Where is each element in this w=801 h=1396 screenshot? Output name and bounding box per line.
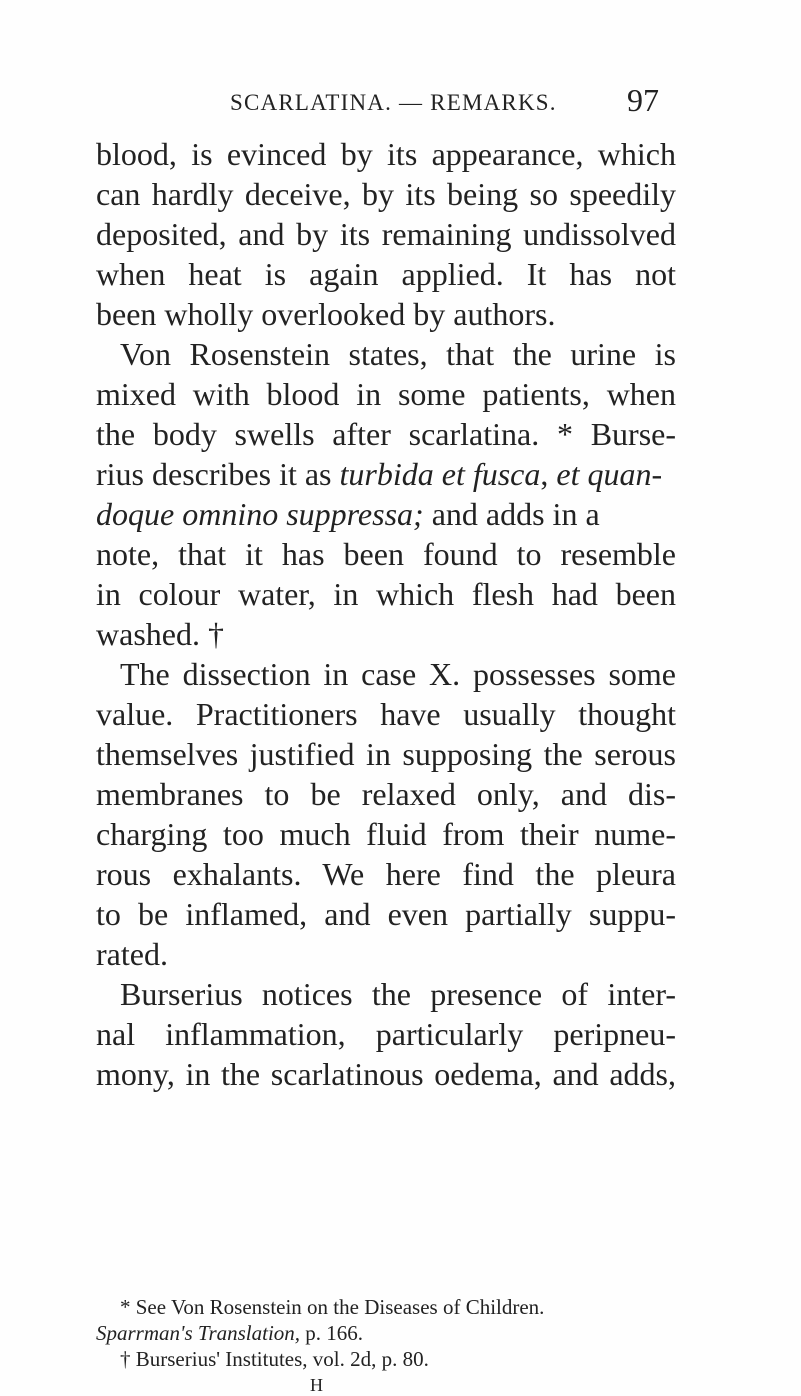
latin-phrase: et quan- bbox=[556, 456, 663, 492]
text-line bbox=[96, 454, 676, 494]
text-run: and adds in a bbox=[423, 496, 600, 532]
text-line: charging too much fluid from their nume- bbox=[96, 816, 676, 852]
running-head bbox=[0, 82, 801, 126]
page-number: 97 bbox=[627, 82, 659, 118]
footnotes bbox=[96, 1294, 676, 1372]
footnote-1-continued bbox=[96, 1320, 676, 1346]
text-line: when heat is again applied. It has not bbox=[96, 256, 676, 292]
text-line bbox=[96, 494, 676, 534]
text-line: can hardly deceive, by its being so speedily bbox=[96, 176, 676, 212]
running-title: SCARLATINA. — REMARKS. bbox=[230, 90, 557, 115]
text-line: in colour water, in which flesh had been bbox=[96, 576, 676, 612]
text-line: Von Rosenstein states, that the urine is bbox=[120, 336, 676, 372]
text-line: themselves justified in supposing the serous bbox=[96, 736, 676, 772]
text-line: nal inflammation, particularly peripneu- bbox=[96, 1016, 676, 1052]
text-line: note, that it has been found to resemble bbox=[96, 536, 676, 572]
latin-phrase: turbida et fusca bbox=[339, 456, 541, 492]
text-line: value. Practitioners have usually thought bbox=[96, 696, 676, 732]
text-line: mony, in the scarlatinous oedema, and adds, bbox=[96, 1056, 676, 1092]
text-line: membranes to be relaxed only, and dis- bbox=[96, 776, 676, 812]
text-line: deposited, and by its remaining undissolved bbox=[96, 216, 676, 252]
text-line: Burserius notices the presence of inter- bbox=[120, 976, 676, 1012]
text-line: been wholly overlooked by authors. bbox=[96, 296, 556, 332]
body-text bbox=[96, 134, 676, 1094]
text-line: mixed with blood in some patients, when bbox=[96, 376, 676, 412]
footnote-2: † Burserius' Institutes, vol. 2d, p. 80. bbox=[120, 1347, 429, 1371]
text-line: washed. † bbox=[96, 616, 224, 652]
signature-mark: H bbox=[310, 1375, 323, 1395]
text-line: the body swells after scarlatina. * Burse- bbox=[96, 416, 676, 452]
text-line: The dissection in case X. possesses some bbox=[120, 656, 676, 692]
text-line: blood, is evinced by its appearance, which bbox=[96, 136, 676, 172]
footnote-1: * See Von Rosenstein on the Diseases of Children. bbox=[120, 1295, 545, 1319]
text-line: rated. bbox=[96, 936, 168, 972]
footnote-title: Sparrman's Translation, bbox=[96, 1321, 301, 1345]
latin-phrase: doque omnino suppressa; bbox=[96, 496, 424, 532]
text-line: rous exhalants. We here find the pleura bbox=[96, 856, 676, 892]
text-run: , bbox=[540, 456, 557, 492]
text-run: rius describes it as bbox=[96, 456, 332, 492]
text-line: to be inflamed, and even partially suppu- bbox=[96, 896, 676, 932]
footnote-page-ref: p. 166. bbox=[300, 1321, 364, 1345]
